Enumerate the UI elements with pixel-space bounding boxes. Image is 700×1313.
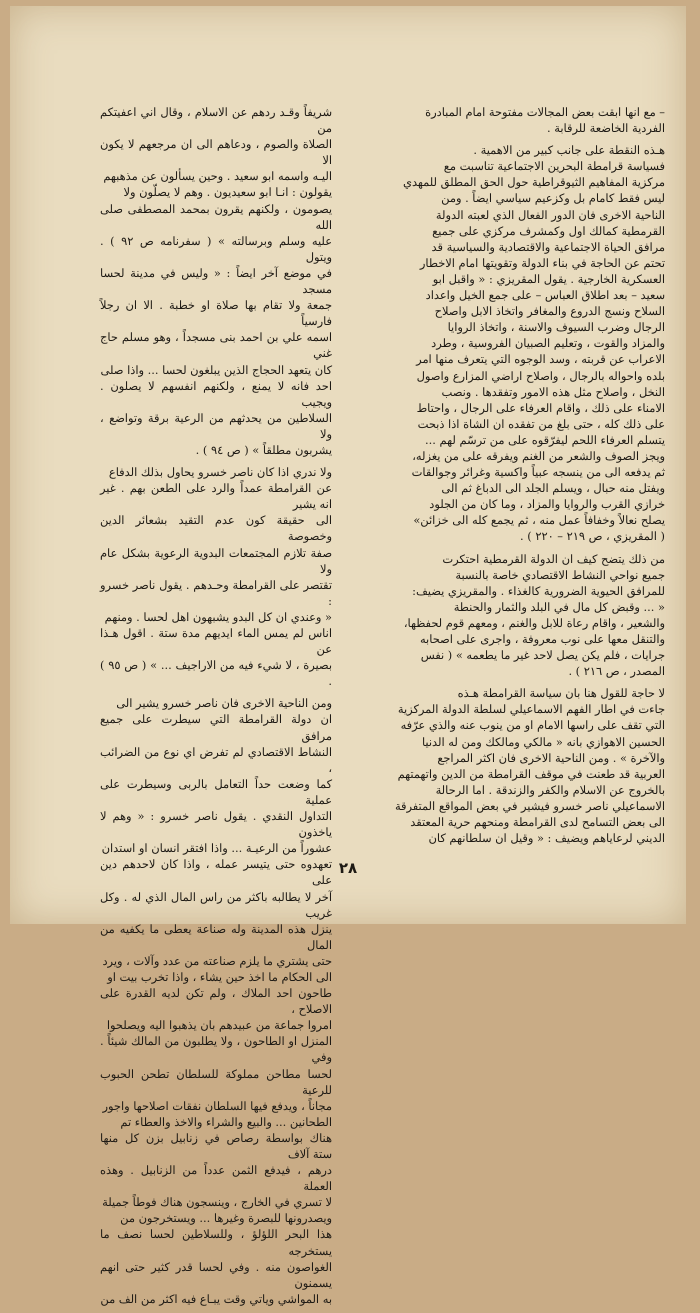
paragraph: ومن الناحية الاخرى فان ناصر خسرو يشير الى ان دولة القرامطة التي سيطرت على جميع مرافق النشاط الاقتصادي لم تفرض اي نوع من الضرائب ، كما وضعت حداً التعامل بالربى وسيطرت على عملية التداول النقدي . يقول ناصر خسرو : « وهم لا ياخذون عشوراً من الرعيـة ... واذا افتقر انسان او استدان تعهدوه حتى يتيسر عمله ، واذا كان لاحدهم دين على آخر لا يطالبه باكثر من راس المال الذي له . وكل غريب ينزل هذه المدينة وله صناعة يعطى ما يكفيه من المال حتى يشتري ما يلزم صناعته من عدد وآلات ، ويرد الى الحكام ما اخذ حين يشاء ، واذا تخرب بيت او طاحون احد الملاك ، ولم تكن لديه القدرة على الاصلاح ، امروا جماعة من عبيدهم بان يذهبوا اليه ويصلحوا المنزل او الطاحون ، ولا يطلبون من المالك شيئاً . وفي لحسا مطاحن مملوكة للسلطان تطحن الحبوب للرعية مجاناً ، ويدفع فيها السلطان نفقات اصلاحها واجور الطحانين ... والبيع والشراء والاخذ والعطاء تم هناك بواسطة رصاص في زنابيل بزن كل منها ستة آلاف درهم ، فيدفع الثمن عدداً من الزنابيل . وهذه العملة لا تسري في الخارج ، وينسجون هناك فوطاً جميلة ويصدرونها للبصرة وغيرها ... ويستخرجون من هذا البحر اللؤلؤ ، وللسلاطين لحسا نصف ما يستخرجه الغواصون منه . وفي لحسا قدر كثير حتى انهم يسمنون به المواشي وياتي وقت يبـاع فيه اكثر من الف من	[100, 696, 332, 1306]
page-number: ٢٨	[338, 859, 358, 877]
magazine-page	[10, 6, 686, 1306]
paragraph: شريفاً وقـد ردهم عن الاسلام ، وقال اني اعفيتكم من الصلاة والصوم ، ودعاهم الى ان مرجعهم لا يكون الا اليـه واسمه ابو سعيد . وحين يسألون عن مذهبهم يقولون : انـا ابو سعيديون . وهم لا يصلّون ولا يصومون ، ولكنهم يقرون بمحمد المصطفى صلى الله عليه وسلم وبرسالته » ( سفرنامه ص ٩٢ ) . ويتول في موضع آخر ايضاً : « وليس في مدينة لحسا مسجد جمعة ولا تقام بها صلاة او خطبة . الا ان رجلاً فارسياً اسمه علي بن احمد بنى مسجداً ، وهو مسلم حاج غني كان يتعهد الحجاج الذين يبلغون لحسا ... واذا صلى احد فانه لا يمنع ، ولكنهم انفسهم لا يصلون . ويجيب السلاطين من يحدثهم من الرعية برقة وتواضع ، ولا يشربون مطلقاً » ( ص ٩٤ ) .	[100, 105, 332, 457]
left-text-column	[100, 104, 332, 1313]
paragraph: هـذه النقطة على جانب كبير من الاهمية . فسياسة قرامطة البحرين الاجتماعية تناسبت مع مركزية المفاهيم الثيوقراطية حول الحق المطلق للمهدي ليس فقط كامام بل وكزعيم سياسي ايضاً . ومن الناحية الاخرى فان الدور الفعال الذي لعبته الدولة القرمطية كمالك اول وكمشرف مركزي على جميع مرافق الحياة الاجتماعية والاقتصادية والسياسية قد تحتم عن الحاجة في بناء الدولة وتقويتها امام الاخطار العسكرية الخارجية . يقول المقريزي : « واقبل ابو سعيد – بعد اطلاق العباس – على جمع الخيل واعداد السلاح ونسج الدروع والمغافر واتخاذ الابل واصلاح الرجال وضرب السيوف والاسنة ، واتخاذ الروايا والمزاد والقوت ، وتعليم الصبيان الفروسية ، وطرد الاعراب عن قربته ، وسد الوجوه التي يتعرف منها امر بلده واحواله بالرجال ، واصلاح اراضي المزارع واصول النخل ، واصلاح مثل هذه الامور وتفقدها . ونصب الامناء على ذلك ، واقام العرفاء على الرجال ، واحتاط على ذلك كله ، حتى بلغ من تفقده ان الشاة اذا ذبحت يتسلم العرفاء اللحم ليفرّقوه على من ترسّم لهم ... ويجز الصوف والشعر من الغنم ويفرقه على من يغزله، ثم يدفعه الى من ينسجه عبياً واكسية وغرائر وجوالقات ويفتل منه حبال ، ويسلم الجلد الى الدباغ ثم الى خرازي القرب والروايا والمزاد ، وما كان من الجلود يصلح نعالاً وخفافاً عمل منه ، ثم يجمع كله الى خزائن» ( المقريزي ، ص ٢١٩ – ٢٢٠ ) .	[403, 143, 665, 544]
paragraph: – مع انها ابقت بعض المجالات مفتوحة امام المبادرة الفردية الخاضعة للرقابة .	[425, 105, 665, 136]
paragraph: من ذلك يتضح كيف ان الدولة القرمطية احتكرت جميع نواحي النشاط الاقتصادي خاصة بالنسبة للمرافق الحيوية الضرورية كالغذاء . والمقريزي يضيف: « ... وقبض كل مال في البلد والثمار والحنطة والشعير ، واقام رعاة للابل والغنم ، ومعهم قوم لحفظها، والتنقل معها على نوب معروفة ، واجرى على اصحابه جرايات ، فلم يكن يصل لاحد غير ما يطعمه » ( نفس المصدر ، ص ٢١٦ ) .	[403, 551, 665, 679]
right-text-column	[345, 104, 665, 852]
paragraph: ولا ندري اذا كان ناصر خسرو يحاول بذلك الدفاع عن القرامطة عمداً والرد على الطعن بهم . غير انه يشير الى حقيقة كون عدم التقيد بشعائر الدين وخصوصة صفة تلازم المجتمعات البدوية الرعوية بشكل عام ولا تقتصر على القرامطة وحـدهم . يقول ناصر خسرو : « وعندي ان كل البدو يشبهون اهل لحسا . ومنهم اناس لم يمس الماء ايديهم مدة ستة . اقول هـذا عن بصيرة ، لا شيء فيه من الاراجيف ... » ( ص ٩٥ ) .	[100, 465, 332, 689]
paragraph: لا حاجة للقول هنا بان سياسة القرامطة هـذه جاءت في اطار الفهم الاسماعيلي لسلطة الدولة المركزية التي تقف على راسها الامام او من ينوب عنه والذي عرّفه الحسين الاهوازي بانه « مالكي ومالكك ومن له الدنيا والآخرة » . ومن الناحية الاخرى فان اكثر المراجع العربية قد طعنت في موقف القرامطة من الدين واتهمتهم بالخروج عن الاسلام والكفر والزندقة . اما الرحالة الاسماعيلي ناصر خسرو فيشير في بعض المواقع المتفرقة الى بعض التسامح لدى القرامطة ومنحهم حرية المعتقد الديني لرعاياهم ويضيف : « وقيل ان سلطانهم كان	[394, 686, 665, 846]
